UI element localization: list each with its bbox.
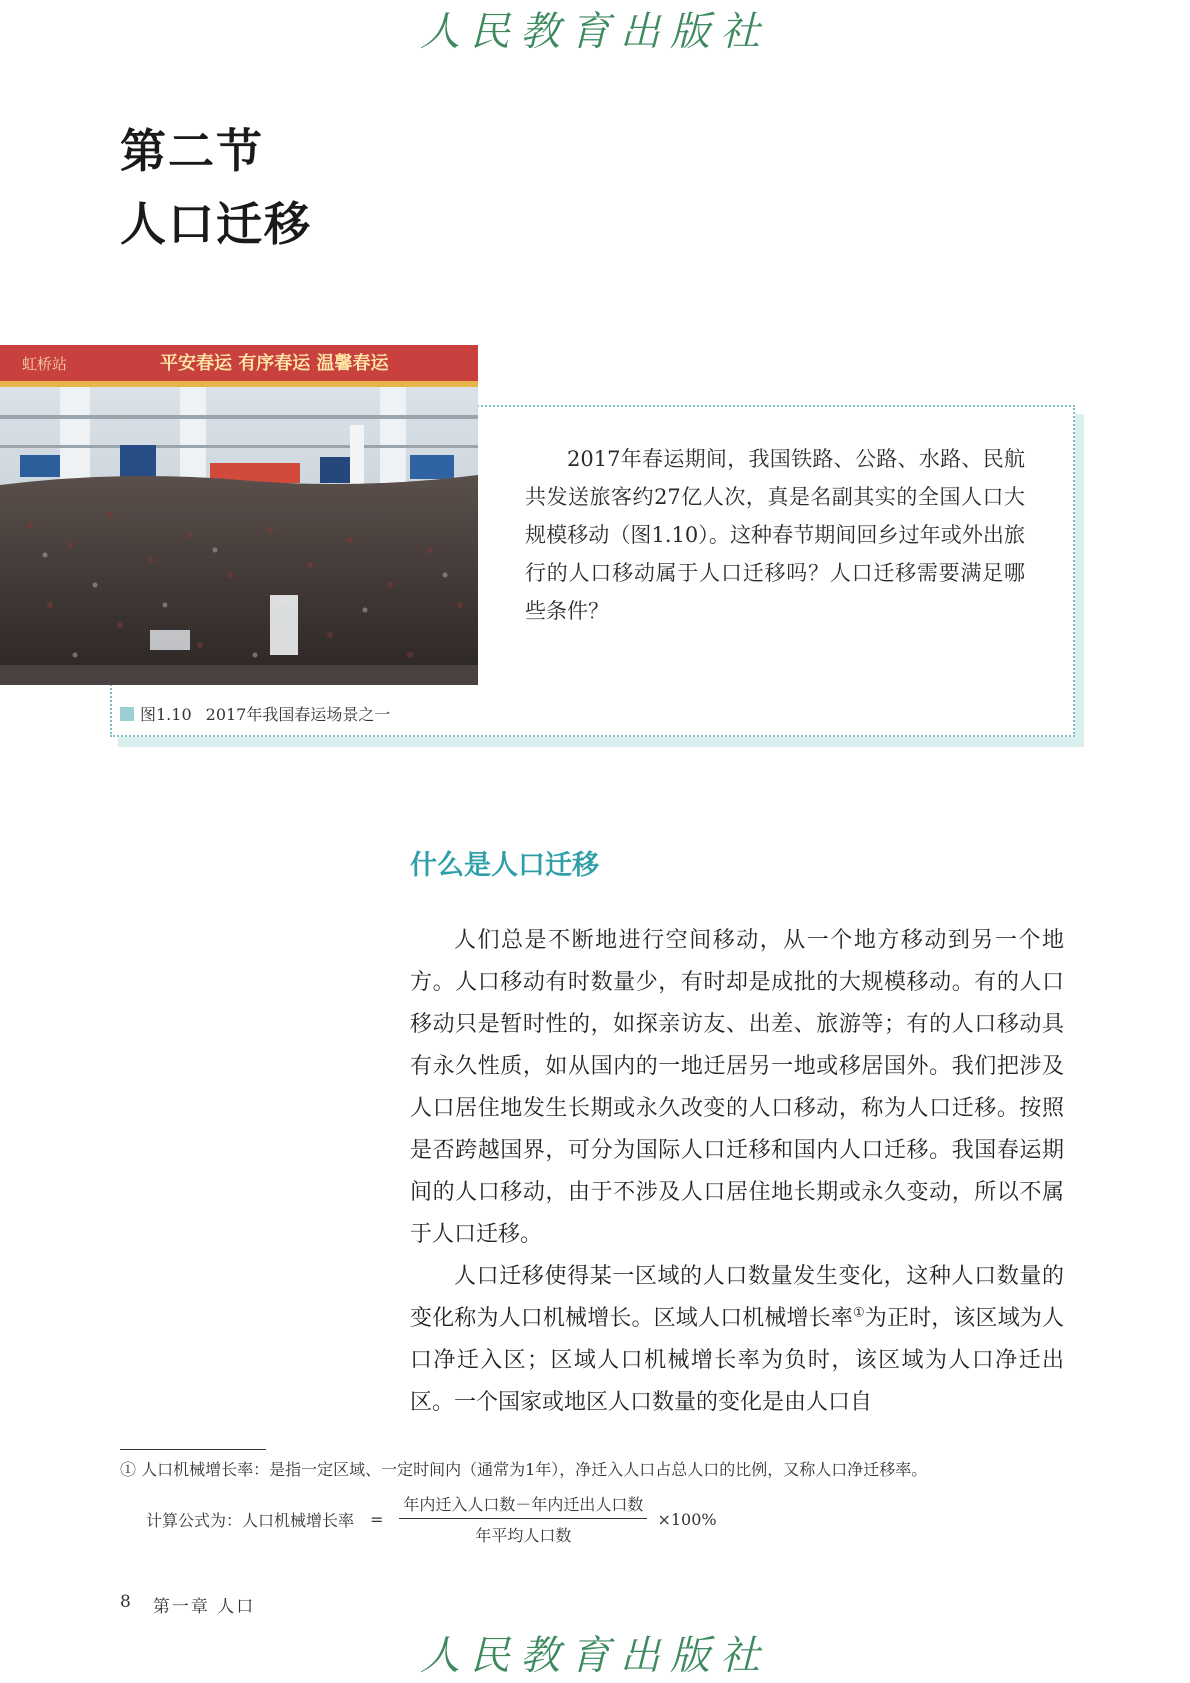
formula-fraction xyxy=(399,1492,647,1546)
footnote: ① 人口机械增长率：是指一定区域、一定时间内（通常为1年），净迁入人口占总人口的比例，又称人口净迁移率。 xyxy=(120,1460,928,1479)
formula-equals: = xyxy=(370,1509,384,1529)
body-paragraph-2-part-a: 人口迁移使得某一区域的人口数量发生变化，这种人口数量的变化称为人口机械增长。区域人口机械增长率 xyxy=(410,1264,1064,1331)
chapter-label: 第一章 人口 xyxy=(152,1597,256,1617)
intro-text: 2017年春运期间，我国铁路、公路、水路、民航共发送旅客约27亿人次，真是名副其实的全国人口大规模移动（图1.10）。这种春节期间回乡过年或外出旅行的人口移动属于人口迁移吗？人口迁移需要满足哪些条件？ xyxy=(525,447,1025,623)
section-title: 人口迁移 xyxy=(120,197,312,251)
formula-denominator: 年平均人口数 xyxy=(475,1526,572,1545)
figure-label: 图1.10 xyxy=(140,705,192,724)
footnote-ref[interactable]: ① xyxy=(852,1305,865,1321)
formula xyxy=(146,1492,717,1546)
body-paragraph-2-part-b: 为正时，该区域为人口净迁入区；区域人口机械增长率为负时，该区域为人口净迁出区。一个国家或地区人口数量的变化是由人口自 xyxy=(410,1306,1064,1415)
body-paragraph-1: 人们总是不断地进行空间移动，从一个地方移动到另一个地方。人口移动有时数量少，有时却是成批的大规模移动。有的人口移动只是暂时性的，如探亲访友、出差、旅游等；有的人口移动具有永久性质，如从国内的一地迁居另一地或移居国外。我们把涉及人口居住地发生长期或永久改变的人口移动，称为人口迁移。按照是否跨越国界，可分为国际人口迁移和国内人口迁移。我国春运期间的人口移动，由于不涉及人口居住地长期或永久变动，所以不属于人口迁移。 xyxy=(410,928,1064,1247)
photo-banner-station: 虹桥站 xyxy=(22,355,68,373)
formula-numerator: 年内迁入人口数－年内迁出人口数 xyxy=(399,1492,647,1519)
page-number: 8 xyxy=(120,1592,131,1612)
section-number: 第二节 xyxy=(120,124,264,178)
publisher-logo-top: 人民教育出版社 xyxy=(420,9,770,55)
spring-festival-photo xyxy=(0,345,478,685)
figure-caption-text: 2017年我国春运场景之一 xyxy=(205,705,391,724)
body-text xyxy=(410,920,1064,1424)
subheading: 什么是人口迁移 xyxy=(410,850,599,881)
figure-caption xyxy=(120,702,390,725)
formula-label: 计算公式为：人口机械增长率 xyxy=(146,1510,355,1530)
photo-banner-slogan: 平安春运 有序春运 温馨春运 xyxy=(160,353,389,374)
body-paragraph-2 xyxy=(410,1256,1064,1424)
footnote-rule xyxy=(120,1449,266,1450)
caption-marker-icon xyxy=(120,707,134,721)
formula-multiplier: ×100% xyxy=(657,1509,717,1529)
page-footer xyxy=(120,1592,255,1617)
publisher-logo-bottom: 人民教育出版社 xyxy=(420,1633,770,1679)
